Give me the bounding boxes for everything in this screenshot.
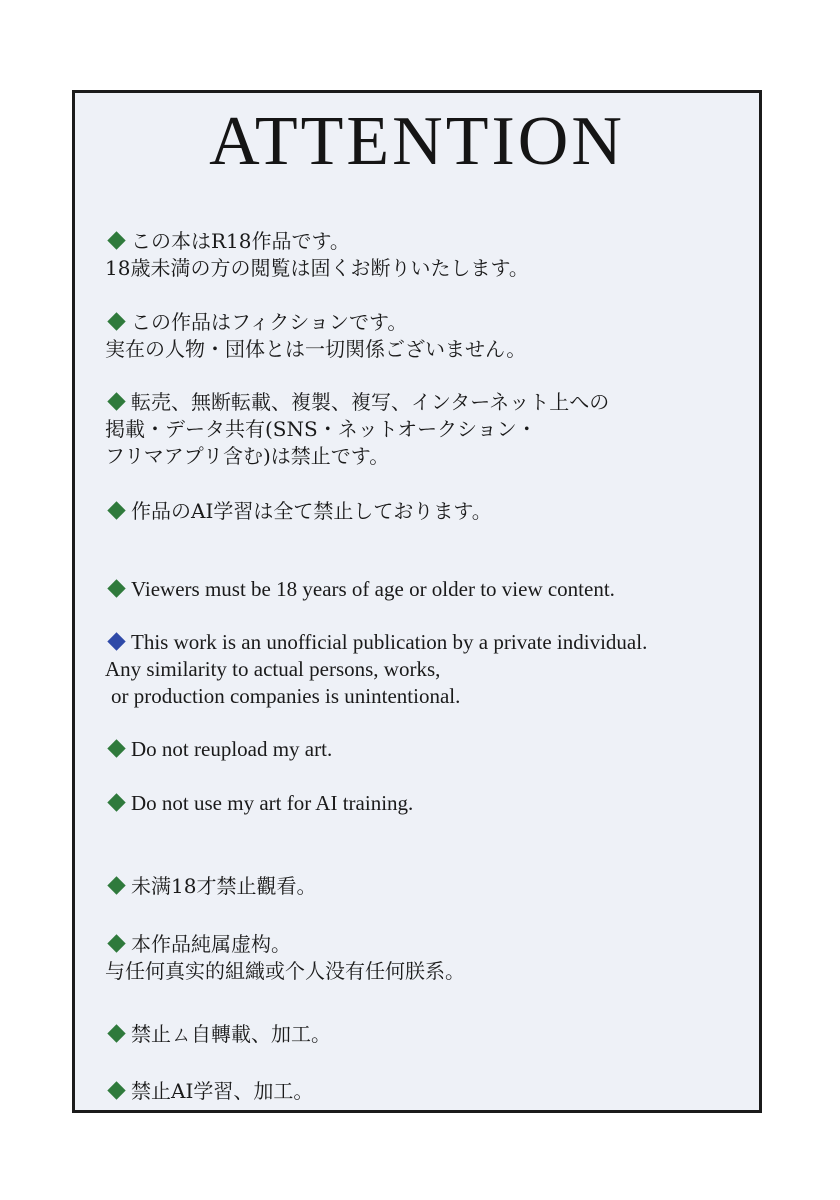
- diamond-icon: [107, 579, 125, 597]
- page-title: ATTENTION: [209, 103, 625, 180]
- notice-line: Any similarity to actual persons, works,: [105, 657, 441, 681]
- attention-notice-box: [72, 90, 762, 1113]
- diamond-icon: [107, 632, 125, 650]
- notice-line: [105, 931, 745, 958]
- notice-line: [105, 1078, 745, 1105]
- notice-line: [105, 873, 745, 900]
- notice-item-reupload-en: [105, 736, 745, 763]
- notice-item-repost-zh: [105, 1021, 745, 1048]
- diamond-icon: [107, 793, 125, 811]
- notice-text: 本作品純属虚构。: [131, 932, 291, 956]
- notice-item-age-zh: [105, 873, 745, 900]
- notice-line: 18歳未満の方の閲覧は固くお断りいたします。: [105, 256, 529, 280]
- notice-text: この作品はフィクションです。: [131, 310, 408, 334]
- diamond-icon: [107, 1024, 125, 1042]
- diamond-icon: [107, 231, 125, 249]
- notice-line: [105, 1021, 745, 1048]
- diamond-icon: [107, 312, 125, 330]
- notice-line: フリマアプリ含む)は禁止です。: [105, 444, 390, 468]
- notice-line: [105, 629, 745, 656]
- diamond-icon: [107, 501, 125, 519]
- notice-line: [105, 389, 745, 416]
- diamond-icon: [107, 392, 125, 410]
- notice-text: 転売、無断転載、複製、複写、インターネット上への: [131, 390, 610, 414]
- notice-text: Do not reupload my art.: [131, 737, 333, 761]
- notice-item-r18: [105, 228, 745, 282]
- notice-line: [105, 736, 745, 763]
- diamond-icon: [107, 934, 125, 952]
- notice-line: [105, 498, 745, 525]
- notice-item-fiction: [105, 309, 745, 363]
- notice-text: This work is an unofficial publication by a private individual.: [131, 630, 648, 654]
- notice-text: Do not use my art for AI training.: [131, 791, 414, 815]
- notice-line: 実在の人物・団体とは一切関係ございません。: [105, 337, 527, 361]
- notice-text: 禁止ㄙ自轉載、加工。: [131, 1022, 331, 1046]
- notice-item-unofficial-en: [105, 629, 745, 710]
- notice-item-fiction-zh: [105, 931, 745, 985]
- notice-line: [105, 576, 745, 603]
- notice-text: 禁止AI学習、加工。: [131, 1079, 314, 1103]
- notice-item-ai-zh: [105, 1078, 745, 1105]
- notice-line: or production companies is unintentional.: [111, 684, 461, 708]
- notice-item-ai-en: [105, 790, 745, 817]
- notice-text: 未满18才禁止觀看。: [131, 874, 317, 898]
- notice-line: [105, 790, 745, 817]
- notice-line: [105, 228, 745, 255]
- notice-text: Viewers must be 18 years of age or older to view content.: [131, 577, 615, 601]
- notice-line: [105, 309, 745, 336]
- notice-item-age-en: [105, 576, 745, 603]
- notice-item-reproduction: [105, 389, 745, 470]
- notice-line: 与任何真实的組織或个人没有任何朕系。: [105, 959, 465, 983]
- notice-text: 作品のAI学習は全て禁止しております。: [131, 499, 492, 523]
- diamond-icon: [107, 739, 125, 757]
- notice-line: 掲載・データ共有(SNS・ネットオークション・: [105, 417, 537, 441]
- notice-text: この本はR18作品です。: [131, 229, 350, 253]
- notice-item-ai-jp: [105, 498, 745, 525]
- diamond-icon: [107, 1081, 125, 1099]
- diamond-icon: [107, 876, 125, 894]
